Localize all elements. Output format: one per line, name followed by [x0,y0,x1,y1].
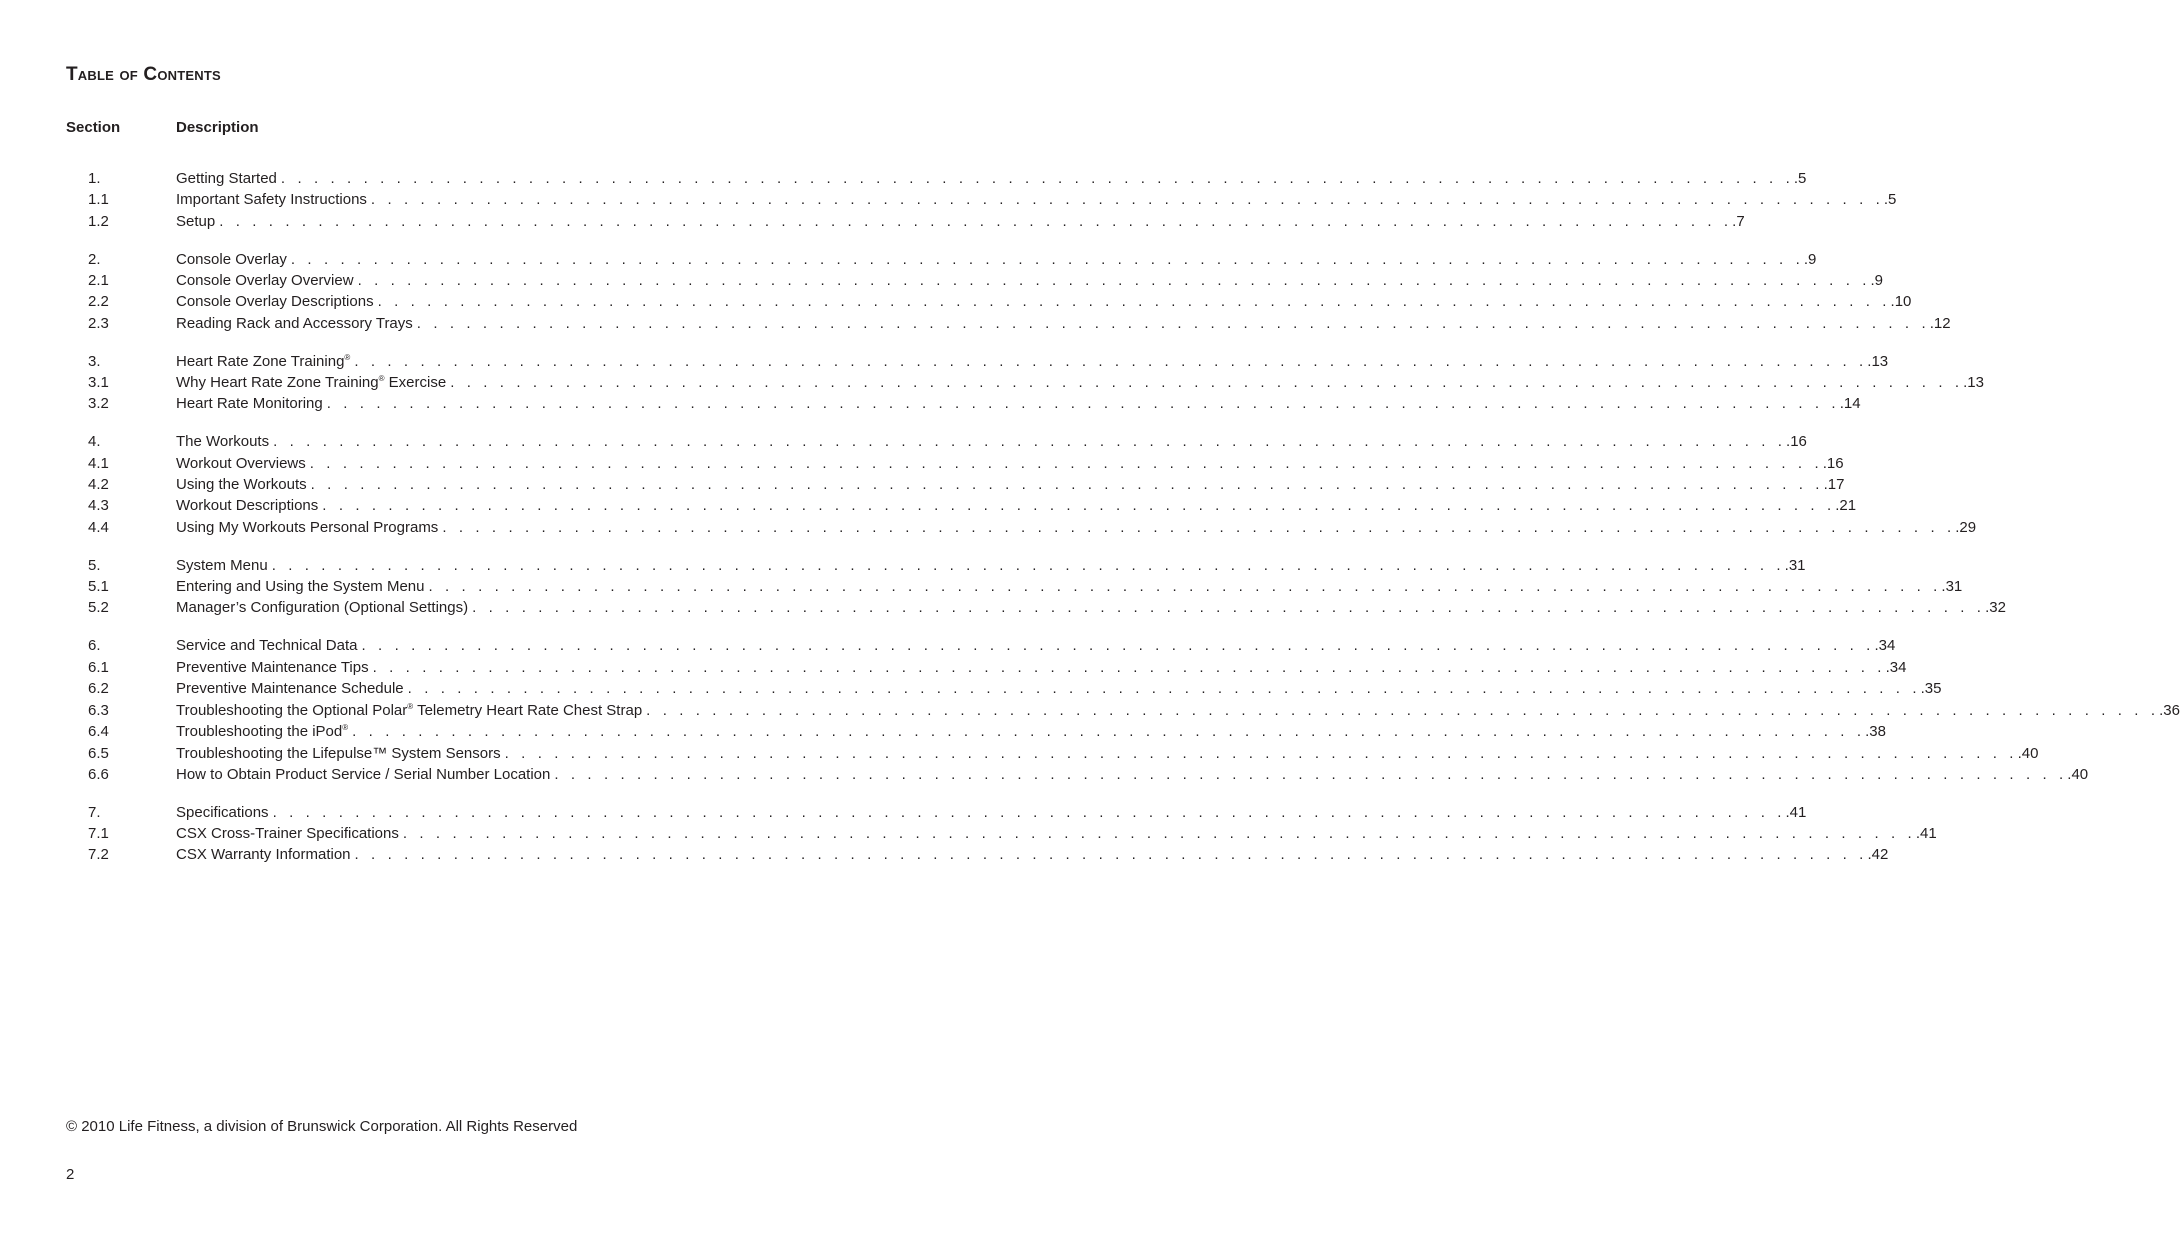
toc-entry-text: Important Safety Instructions [176,191,367,208]
toc-entry-page: .5 [1883,191,1897,208]
toc-entry-line [176,373,1984,393]
toc-entry[interactable] [0,577,1963,597]
toc-entry-page: .14 [1839,395,1861,412]
toc-dot-leader: . . . . . . . . . . . . . . . . . . . . . . . . . . . . . . . . . . . . . . . . . . . . . . . . . . . . . . . . . . . . . . . . . . . . . . . . . . . . . . . . . . . . . . . . . . . . [428,578,1942,595]
toc-entry-page: .40 [2067,766,2089,783]
toc-entry-number: 7.1 [88,825,109,842]
toc-entry-page: .13 [1963,374,1984,391]
toc-entry-line [176,169,1807,189]
toc-entry-title [176,658,369,678]
toc-entry-line [176,824,1937,844]
toc-entry-line [176,212,1745,232]
toc-entry-title [176,314,413,334]
toc-entry-title [176,744,501,764]
toc-entry-page: .41 [1915,825,1937,842]
toc-dot-leader: . . . . . . . . . . . . . . . . . . . . . . . . . . . . . . . . . . . . . . . . . . . . . . . . . . . . . . . . . . . . . . . . . . . . . . . . . . . . . . . . . . . . . . . . . . . . [442,519,1956,536]
toc-entry-text: Service and Technical Data [176,637,358,654]
toc-entry-title [176,636,358,656]
toc-dot-leader: . . . . . . . . . . . . . . . . . . . . . . . . . . . . . . . . . . . . . . . . . . . . . . . . . . . . . . . . . . . . . . . . . . . . . . . . . . . . . . . . . . . . . . . . . . . . [472,599,1986,616]
toc-entry-number: 5.1 [88,578,109,595]
toc-entry-line [176,658,1907,678]
toc-entry-title [176,454,306,474]
toc-entry-line [176,598,2006,618]
toc-entry-line [176,765,2089,785]
registered-mark: ® [378,374,385,383]
toc-entry-number: 3. [88,353,101,370]
toc-entry-line [176,190,1897,210]
toc-entry-number: 5. [88,557,101,574]
toc-entry-line [176,845,1889,865]
toc-entry[interactable] [0,314,1951,334]
toc-entry-text: Entering and Using the System Menu [176,578,425,595]
toc-entry-page: .16 [1786,433,1807,450]
toc-entry-text: Heart Rate Zone Training [176,353,345,370]
toc-dot-leader: . . . . . . . . . . . . . . . . . . . . . . . . . . . . . . . . . . . . . . . . . . . . . . . . . . . . . . . . . . . . . . . . . . . . . . . . . . . . . . . . . . . . . . . . . . . . [310,476,1824,493]
toc-entry-line [176,722,1886,742]
toc-entry-line [176,271,1884,291]
toc-entry-line [176,475,1845,495]
toc-entry-number: 6. [88,637,101,654]
toc-entry-page: .7 [1732,213,1745,230]
toc-entry[interactable] [0,658,1907,678]
toc-entry-text: Why Heart Rate Zone Training [176,374,379,391]
toc-entry-page: .12 [1929,315,1951,332]
toc-entry-line [176,636,1896,656]
toc-entry-title [176,169,277,189]
toc-dot-leader: . . . . . . . . . . . . . . . . . . . . . . . . . . . . . . . . . . . . . . . . . . . . . . . . . . . . . . . . . . . . . . . . . . . . . . . . . . . . . . . . . . . . . . . . . . . . [280,170,1794,187]
toc-entry-title [176,352,350,372]
toc-entry-title [176,475,307,495]
toc-entry-text: CSX Cross-Trainer Specifications [176,825,399,842]
toc-entry-text: Troubleshooting the Optional Polar [176,702,408,719]
toc-entry[interactable] [0,722,1886,742]
toc-entry-number: 6.2 [88,680,109,697]
toc-entry-page: .10 [1890,293,1912,310]
toc-entry-line [176,556,1806,576]
toc-entry-text: System Menu [176,557,268,574]
toc-entry-text: How to Obtain Product Service / Serial Number Location [176,766,551,783]
toc-entry-page: .34 [1885,659,1907,676]
toc-entry[interactable] [0,803,1807,823]
toc-entry-number: 4.2 [88,476,109,493]
toc-entry[interactable] [0,271,1884,291]
toc-entry-text-continued: Exercise [384,374,447,391]
toc-dot-leader: . . . . . . . . . . . . . . . . . . . . . . . . . . . . . . . . . . . . . . . . . . . . . . . . . . . . . . . . . . . . . . . . . . . . . . . . . . . . . . . . . . . . . . . . . . . . [271,557,1785,574]
toc-dot-leader: . . . . . . . . . . . . . . . . . . . . . . . . . . . . . . . . . . . . . . . . . . . . . . . . . . . . . . . . . . . . . . . . . . . . . . . . . . . . . . . . . . . . . . . . . . . . [407,680,1921,697]
toc-entry-number: 2. [88,251,101,268]
toc-entry-number: 7.2 [88,846,109,863]
toc-entry[interactable] [0,679,1942,699]
toc-entry[interactable] [0,556,1806,576]
toc-entry-title [176,803,269,823]
toc-entry[interactable] [0,394,1861,414]
section-column-header: Section [66,119,121,136]
toc-entry-text: Workout Overviews [176,455,306,472]
registered-mark: ® [407,702,414,711]
toc-entry-page: .34 [1874,637,1896,654]
toc-entry-text: Preventive Maintenance Schedule [176,680,404,697]
toc-entry-text: Console Overlay Descriptions [176,293,374,310]
toc-entry-number: 6.6 [88,766,109,783]
toc-entry-page: .17 [1823,476,1845,493]
toc-entry-number: 3.2 [88,395,109,412]
toc-entry[interactable] [0,475,1845,495]
toc-entry-text: Workout Descriptions [176,497,319,514]
toc-entry-line [176,577,1963,597]
description-column-header: Description [176,119,259,136]
toc-entry-number: 4.1 [88,455,109,472]
toc-entry-page: .21 [1835,497,1857,514]
toc-entry-number: 7. [88,804,101,821]
toc-entry-page: .13 [1867,353,1889,370]
toc-entry-page: .5 [1793,170,1807,187]
toc-entry-page: .31 [1784,557,1806,574]
toc-entry-text: Troubleshooting the iPod [176,723,343,740]
toc-entry-title [176,394,323,414]
toc-entry-title [176,765,550,785]
toc-dot-leader: . . . . . . . . . . . . . . . . . . . . . . . . . . . . . . . . . . . . . . . . . . . . . . . . . . . . . . . . . . . . . . . . . . . . . . . . . . . . . . . . . . . . . . . . . . . . [290,251,1804,268]
toc-entry-text: Preventive Maintenance Tips [176,659,369,676]
toc-entry-line [176,701,2180,721]
toc-entry-title [176,845,351,865]
toc-entry[interactable] [0,454,1844,474]
toc-entry-title [176,518,438,538]
toc-entry[interactable] [0,352,1889,372]
toc-entry-number: 4. [88,433,101,450]
toc-entry-title [176,577,424,597]
toc-entry-number: 6.1 [88,659,109,676]
toc-entry-number: 6.3 [88,702,109,719]
toc-dot-leader: . . . . . . . . . . . . . . . . . . . . . . . . . . . . . . . . . . . . . . . . . . . . . . . . . . . . . . . . . . . . . . . . . . . . . . . . . . . . . . . . . . . . . . . . . . . . [450,374,1964,391]
toc-entry-title [176,824,399,844]
toc-entry-text: The Workouts [176,433,270,450]
toc-dot-leader: . . . . . . . . . . . . . . . . . . . . . . . . . . . . . . . . . . . . . . . . . . . . . . . . . . . . . . . . . . . . . . . . . . . . . . . . . . . . . . . . . . . . . . . . . . . . [402,825,1916,842]
toc-entry-text: Using the Workouts [176,476,307,493]
copyright-notice: © 2010 Life Fitness, a division of Brunswick Corporation. All Rights Reserved [66,1118,578,1135]
toc-entry-text: Getting Started [176,170,277,187]
toc-entry-title [176,190,367,210]
toc-entry[interactable] [0,373,1984,393]
toc-dot-leader: . . . . . . . . . . . . . . . . . . . . . . . . . . . . . . . . . . . . . . . . . . . . . . . . . . . . . . . . . . . . . . . . . . . . . . . . . . . . . . . . . . . . . . . . . . . . [504,745,2018,762]
toc-entry-text: Using My Workouts Personal Programs [176,519,439,536]
toc-entry-line [176,432,1807,452]
toc-entry-title [176,212,215,232]
toc-dot-leader: . . . . . . . . . . . . . . . . . . . . . . . . . . . . . . . . . . . . . . . . . . . . . . . . . . . . . . . . . . . . . . . . . . . . . . . . . . . . . . . . . . . . . . . . . . . . [554,766,2068,783]
toc-entry-title [176,598,468,618]
toc-entry-title [176,722,348,742]
toc-entry[interactable] [0,636,1896,656]
toc-entry-page: .38 [1865,723,1886,740]
toc-entry-title [176,556,268,576]
toc-dot-leader: . . . . . . . . . . . . . . . . . . . . . . . . . . . . . . . . . . . . . . . . . . . . . . . . . . . . . . . . . . . . . . . . . . . . . . . . . . . . . . . . . . . . . . . . . . . . [646,702,2160,719]
registered-mark: ® [342,723,349,732]
toc-entry-number: 1.2 [88,213,109,230]
toc-entry-number: 5.2 [88,599,109,616]
toc-dot-leader: . . . . . . . . . . . . . . . . . . . . . . . . . . . . . . . . . . . . . . . . . . . . . . . . . . . . . . . . . . . . . . . . . . . . . . . . . . . . . . . . . . . . . . . . . . . . [322,497,1836,514]
toc-entry[interactable] [0,701,2180,721]
toc-entry-text: Console Overlay Overview [176,272,354,289]
toc-entry[interactable] [0,496,1857,516]
toc-entry-number: 4.4 [88,519,109,536]
toc-entry-text: Setup [176,213,216,230]
toc-entry-number: 4.3 [88,497,109,514]
toc-entry-title [176,271,354,291]
toc-entry-text: Troubleshooting the Lifepulse™ System Sensors [176,745,501,762]
toc-dot-leader: . . . . . . . . . . . . . . . . . . . . . . . . . . . . . . . . . . . . . . . . . . . . . . . . . . . . . . . . . . . . . . . . . . . . . . . . . . . . . . . . . . . . . . . . . . . . [326,395,1840,412]
toc-dot-leader: . . . . . . . . . . . . . . . . . . . . . . . . . . . . . . . . . . . . . . . . . . . . . . . . . . . . . . . . . . . . . . . . . . . . . . . . . . . . . . . . . . . . . . . . . . . . [309,455,1823,472]
toc-entry[interactable] [0,190,1897,210]
toc-entry-text: Heart Rate Monitoring [176,395,323,412]
toc-dot-leader: . . . . . . . . . . . . . . . . . . . . . . . . . . . . . . . . . . . . . . . . . . . . . . . . . . . . . . . . . . . . . . . . . . . . . . . . . . . . . . . . . . . . . . . . . . . . [273,433,1787,450]
toc-dot-leader: . . . . . . . . . . . . . . . . . . . . . . . . . . . . . . . . . . . . . . . . . . . . . . . . . . . . . . . . . . . . . . . . . . . . . . . . . . . . . . . . . . . . . . . . . . . . [370,191,1884,208]
toc-entry[interactable] [0,432,1807,452]
toc-entry[interactable] [0,824,1937,844]
page-number: 2 [66,1166,75,1183]
toc-entry[interactable] [0,250,1817,270]
toc-entry-title [176,373,446,393]
toc-entry[interactable] [0,845,1889,865]
toc-dot-leader: . . . . . . . . . . . . . . . . . . . . . . . . . . . . . . . . . . . . . . . . . . . . . . . . . . . . . . . . . . . . . . . . . . . . . . . . . . . . . . . . . . . . . . . . . . . . [372,659,1886,676]
toc-dot-leader: . . . . . . . . . . . . . . . . . . . . . . . . . . . . . . . . . . . . . . . . . . . . . . . . . . . . . . . . . . . . . . . . . . . . . . . . . . . . . . . . . . . . . . . . . . . . [377,293,1891,310]
toc-entry[interactable] [0,169,1807,189]
toc-entry-line [176,744,2039,764]
toc-entry-page: .31 [1941,578,1963,595]
toc-entry-line [176,314,1951,334]
toc-entry-line [176,292,1912,312]
toc-entry-page: .9 [1803,251,1817,268]
toc-entry-title [176,496,318,516]
toc-dot-leader: . . . . . . . . . . . . . . . . . . . . . . . . . . . . . . . . . . . . . . . . . . . . . . . . . . . . . . . . . . . . . . . . . . . . . . . . . . . . . . . . . . . . . . . . . . . . [352,723,1866,740]
toc-entry-page: .32 [1985,599,2006,616]
toc-entry-page: .9 [1870,272,1884,289]
toc-entry-number: 1. [88,170,101,187]
toc-entry-number: 3.1 [88,374,109,391]
toc-entry[interactable] [0,292,1912,312]
toc-entry-number: 1.1 [88,191,109,208]
toc-entry-title [176,679,404,699]
toc-dot-leader: . . . . . . . . . . . . . . . . . . . . . . . . . . . . . . . . . . . . . . . . . . . . . . . . . . . . . . . . . . . . . . . . . . . . . . . . . . . . . . . . . . . . . . . . . . . . [357,272,1871,289]
page-title: Table of Contents [66,64,221,85]
toc-entry-line [176,518,1977,538]
toc-entry[interactable] [0,518,1977,538]
toc-entry-title [176,292,374,312]
toc-entry-line [176,679,1942,699]
toc-entry-number: 2.2 [88,293,109,310]
toc-entry-title [176,250,287,270]
toc-entry-line [176,803,1807,823]
toc-entry-text-continued: Telemetry Heart Rate Chest Strap [413,702,643,719]
toc-entry-number: 6.4 [88,723,109,740]
toc-entry[interactable] [0,744,2039,764]
toc-dot-leader: . . . . . . . . . . . . . . . . . . . . . . . . . . . . . . . . . . . . . . . . . . . . . . . . . . . . . . . . . . . . . . . . . . . . . . . . . . . . . . . . . . . . . . . . . . . . [219,213,1733,230]
toc-dot-leader: . . . . . . . . . . . . . . . . . . . . . . . . . . . . . . . . . . . . . . . . . . . . . . . . . . . . . . . . . . . . . . . . . . . . . . . . . . . . . . . . . . . . . . . . . . . . [354,846,1868,863]
toc-entry-line [176,454,1844,474]
toc-entry-number: 6.5 [88,745,109,762]
toc-entry-text: Manager’s Configuration (Optional Settings) [176,599,469,616]
toc-entry-number: 2.1 [88,272,109,289]
toc-entry[interactable] [0,598,2006,618]
toc-entry-page: .42 [1867,846,1889,863]
toc-entry-number: 2.3 [88,315,109,332]
toc-entry-page: .36 [2159,702,2180,719]
toc-entry-line [176,250,1817,270]
toc-entry-page: .35 [1920,680,1942,697]
toc-entry-line [176,352,1889,372]
toc-entry-text: Specifications [176,804,269,821]
registered-mark: ® [344,353,351,362]
toc-entry-page: .16 [1822,455,1844,472]
toc-entry-text: CSX Warranty Information [176,846,351,863]
toc-entry[interactable] [0,212,1745,232]
toc-entry-page: .29 [1955,519,1977,536]
toc-entry-text: Reading Rack and Accessory Trays [176,315,413,332]
toc-entry-page: .40 [2017,745,2039,762]
toc-dot-leader: . . . . . . . . . . . . . . . . . . . . . . . . . . . . . . . . . . . . . . . . . . . . . . . . . . . . . . . . . . . . . . . . . . . . . . . . . . . . . . . . . . . . . . . . . . . . [361,637,1875,654]
toc-entry[interactable] [0,765,2089,785]
toc-entry-text: Console Overlay [176,251,287,268]
toc-dot-leader: . . . . . . . . . . . . . . . . . . . . . . . . . . . . . . . . . . . . . . . . . . . . . . . . . . . . . . . . . . . . . . . . . . . . . . . . . . . . . . . . . . . . . . . . . . . . [272,804,1786,821]
toc-entry-title [176,701,642,721]
toc-entry-page: .41 [1785,804,1807,821]
toc-entry-line [176,394,1861,414]
toc-entry-title [176,432,269,452]
toc-dot-leader: . . . . . . . . . . . . . . . . . . . . . . . . . . . . . . . . . . . . . . . . . . . . . . . . . . . . . . . . . . . . . . . . . . . . . . . . . . . . . . . . . . . . . . . . . . . . [354,353,1868,370]
toc-entry-line [176,496,1857,516]
toc-dot-leader: . . . . . . . . . . . . . . . . . . . . . . . . . . . . . . . . . . . . . . . . . . . . . . . . . . . . . . . . . . . . . . . . . . . . . . . . . . . . . . . . . . . . . . . . . . . . [416,315,1930,332]
